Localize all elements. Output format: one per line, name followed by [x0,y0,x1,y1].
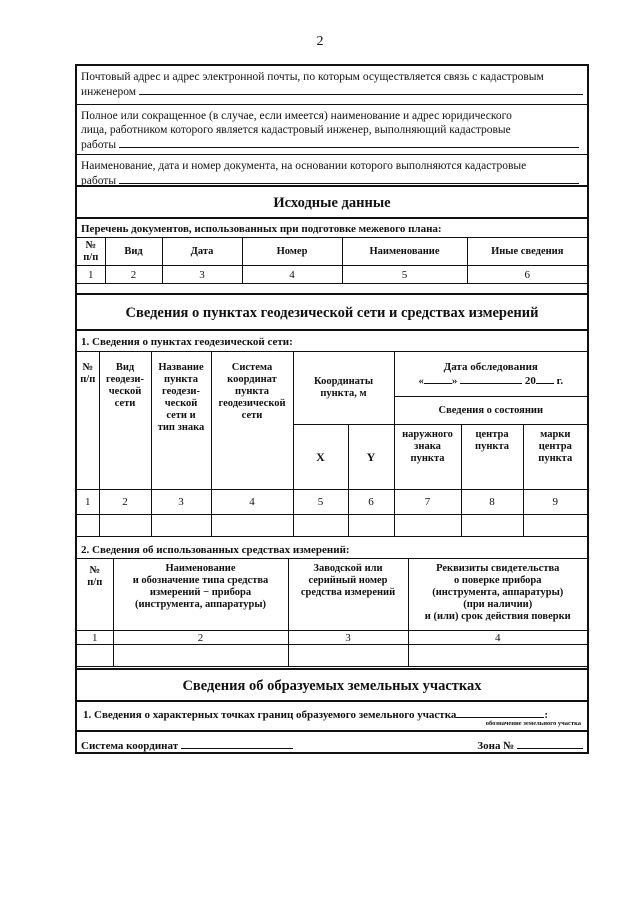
geo-col-system: Система координат пункта геодезической сети [211,352,293,490]
table-cell[interactable] [288,645,408,667]
legal-entity-line1: Полное или сокращенное (в случае, если имеется) наименование и адрес юридического [81,110,512,122]
plot-designation-caption: обозначение земельного участка [485,720,581,727]
survey-year-input[interactable] [536,373,554,384]
col-index: 3 [288,631,408,645]
col-index: 7 [394,490,461,515]
geo-col-outer-sign: наружного знака пункта [394,425,461,490]
geodetic-heading: Сведения о пунктах геодезической сети и средствах измерений [77,293,587,329]
boundary-points-title [77,700,587,730]
col-date: Дата [162,238,242,266]
source-data-heading: Исходные данные [77,185,587,217]
geo-col-center: центра пункта [461,425,523,490]
zone-input[interactable] [517,738,583,749]
legal-entity-input-line[interactable] [119,137,579,148]
table-cell[interactable] [113,645,288,667]
col-index: 3 [151,490,211,515]
instr-col-num: № п/п [77,559,113,631]
boundary-points-colon: : [544,709,549,721]
instruments-table [77,558,587,667]
survey-date-year: 20 [524,375,536,387]
documents-table-numbers [77,266,587,284]
col-index: 5 [342,266,467,284]
instruments-table-numbers [77,631,587,645]
survey-month-input[interactable] [460,373,522,384]
survey-date-open-quote: « [418,375,424,387]
table-cell[interactable] [211,515,293,537]
survey-day-input[interactable] [424,373,452,384]
col-index: 2 [99,490,151,515]
table-cell[interactable] [408,645,587,667]
legal-entity-line3 [81,137,583,152]
table-cell[interactable] [77,645,113,667]
postal-address-line1: Почтовый адрес и адрес электронной почты, по которым осуществляется связь с кадастровым [81,71,544,83]
postal-address-line2-text: инженером [81,86,137,98]
col-title: Наименование [342,238,467,266]
col-index: 9 [523,490,587,515]
documents-list-title: Перечень документов, использованных при подготовке межевого плана: [77,217,587,237]
geodetic-table [77,351,587,537]
postal-address-line2 [81,84,583,99]
postal-address-field [77,66,587,104]
table-cell[interactable] [461,515,523,537]
geo-col-center-marks: марки центра пункта [523,425,587,490]
table-cell[interactable] [523,515,587,537]
col-number: Номер [242,238,342,266]
coordinate-system-row [77,730,587,754]
plot-designation-input[interactable] [456,707,544,718]
document-basis-input-line[interactable] [119,173,579,184]
survey-date-close-quote: » [451,375,458,387]
table-cell[interactable] [77,515,99,537]
legal-entity-field [77,104,587,154]
page-number: 2 [316,34,324,49]
geo-col-coords: Координаты пункта, м [293,352,394,425]
table-row [77,515,587,537]
col-index: 6 [348,490,394,515]
col-index: 5 [293,490,348,515]
geodetic-table-numbers [77,490,587,515]
geo-col-y: Y [348,425,394,490]
document-basis-line1: Наименование, дата и номер документа, на основании которого выполняются кадастровые [81,160,527,172]
col-index: 1 [77,266,105,284]
survey-date-suffix: г. [556,375,564,387]
table-cell[interactable] [348,515,394,537]
table-cell[interactable] [394,515,461,537]
col-index: 2 [105,266,162,284]
col-type: Вид [105,238,162,266]
postal-address-input-line[interactable] [139,84,583,95]
col-index: 4 [242,266,342,284]
col-index: 1 [77,490,99,515]
col-index: 3 [162,266,242,284]
col-other: Иные сведения [467,238,587,266]
table-cell[interactable] [151,515,211,537]
instruments-title: 2. Сведения об использованных средствах измерений: [81,544,350,556]
survey-date-line [396,373,586,387]
instr-col-serial: Заводской или серийный номер средства измерений [288,559,408,631]
document-basis-field [77,154,587,187]
documents-table-header [77,238,587,266]
instr-col-name: Наименование и обозначение типа средства измерений − прибора (инструмента, аппаратуры) [113,559,288,631]
col-index: 2 [113,631,288,645]
land-plots-heading: Сведения об образуемых земельных участках [77,668,587,700]
coordinate-system-label: Система координат [81,740,179,752]
col-num: № п/п [77,238,105,266]
zone-field [477,738,583,752]
col-index: 8 [461,490,523,515]
col-index: 6 [467,266,587,284]
table-cell[interactable] [99,515,151,537]
boundary-points-text: 1. Сведения о характерных точках границ образуемого земельного участка [83,709,457,721]
documents-table [77,237,587,284]
geo-col-name: Название пункта геодези- ческой сети и тип знака [151,352,211,490]
legal-entity-line2: лица, работником которого является кадастровый инженер, выполняющий кадастровые [81,124,511,136]
col-index: 4 [408,631,587,645]
form-frame [75,64,589,754]
legal-entity-line3-text: работы [81,139,117,151]
col-index: 1 [77,631,113,645]
document-basis-line2-text: работы [81,175,117,187]
geo-col-x: X [293,425,348,490]
survey-date-label: Дата обследования [443,361,538,373]
instr-col-certificate: Реквизиты свидетельства о поверке прибора (инструмента, аппаратуры) (при наличии) и (или) срок действия поверки [408,559,587,631]
geodetic-points-title: 1. Сведения о пунктах геодезической сети: [77,329,587,351]
survey-date [394,352,587,397]
col-index: 4 [211,490,293,515]
state-label: Сведения о состоянии [394,397,587,425]
geo-col-type: Вид геодези- ческой сети [99,352,151,490]
coordinate-system-input[interactable] [181,738,293,749]
table-cell[interactable] [293,515,348,537]
zone-label: Зона № [477,740,515,752]
table-row [77,645,587,667]
geo-col-num: № п/п [77,352,99,490]
